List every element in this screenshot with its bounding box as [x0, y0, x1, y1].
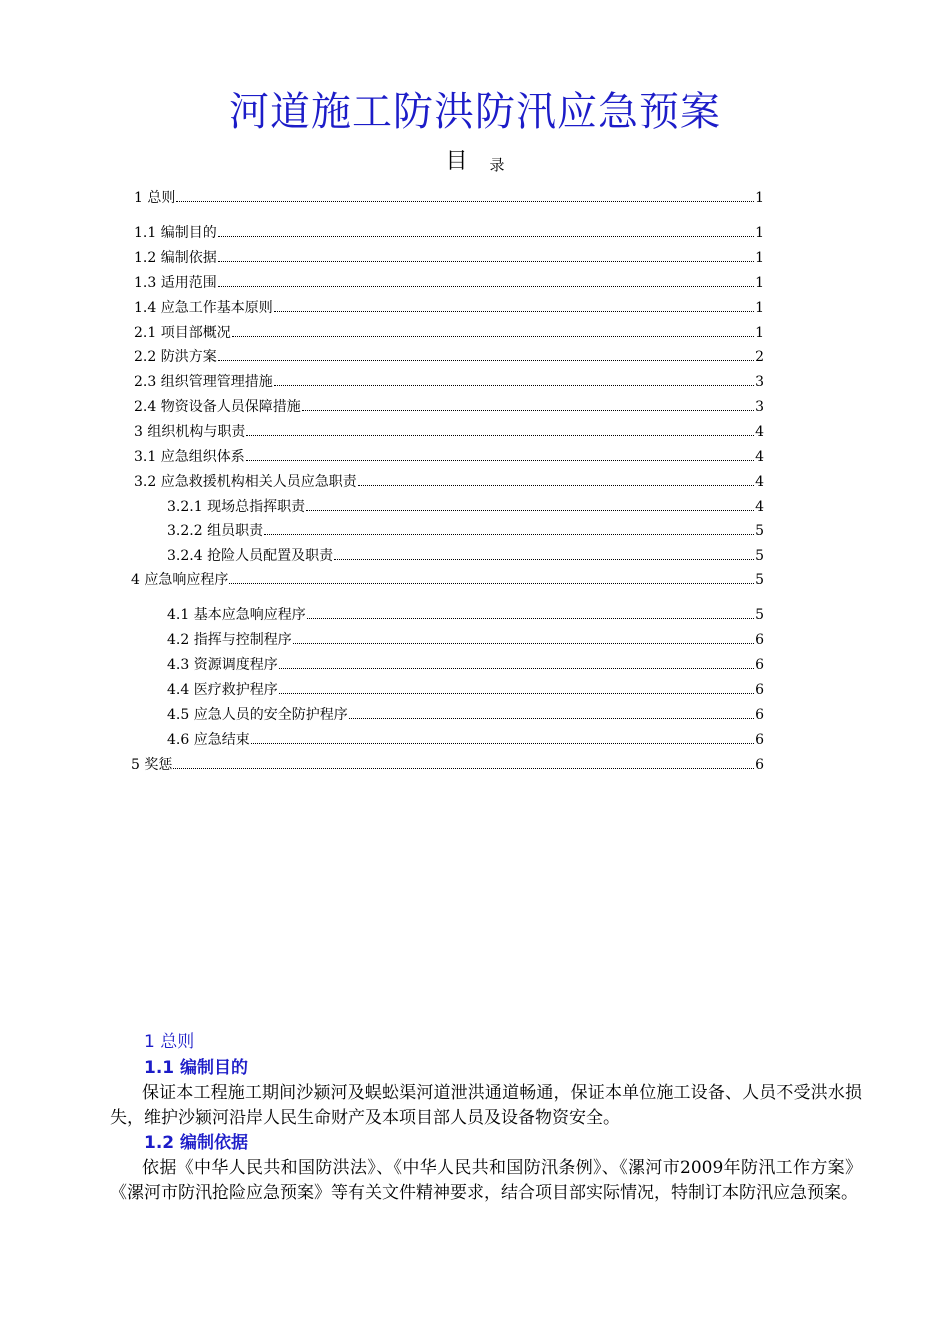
toc-entry[interactable]: [134, 273, 764, 293]
toc-entry-label: 3.2.4 抢险人员配置及职责: [167, 548, 334, 564]
toc-leader: [229, 582, 754, 584]
toc-leader: [218, 235, 754, 237]
toc-leader: [173, 767, 754, 769]
toc-entry-page: 3: [755, 399, 764, 415]
toc-entry-label: 2.1 项目部概况: [134, 325, 231, 341]
toc-leader: [358, 484, 754, 486]
toc-leader: [306, 509, 754, 511]
body-paragraph: 保证本工程施工期间沙颍河及蜈蚣渠河道泄洪通道畅通，保证本单位施工设备、人员不受洪水损失，维护沙颍河沿岸人民生命财产及本项目部人员及设备物资安全。: [110, 1083, 862, 1128]
toc-leader: [279, 692, 754, 694]
toc-entry-label: 4.4 医疗救护程序: [167, 682, 278, 698]
toc-entry-page: 1: [755, 275, 764, 291]
subsection-heading: 1.1 编制目的: [144, 1058, 249, 1078]
toc-entry[interactable]: [167, 497, 764, 517]
toc-entry-label: 4.6 应急结束: [167, 732, 250, 748]
toc-heading-char-1: 目: [445, 149, 468, 174]
toc-entry-page: 6: [755, 757, 764, 773]
toc-entry-label: 4.2 指挥与控制程序: [167, 632, 292, 648]
toc-entry-page: 1: [755, 190, 764, 206]
toc-entry-page: 3: [755, 374, 764, 390]
toc-leader: [274, 310, 754, 312]
toc-leader: [293, 642, 754, 644]
toc-entry[interactable]: [134, 347, 764, 367]
toc-entry-page: 6: [755, 732, 764, 748]
toc-entry-label: 1.2 编制依据: [134, 250, 217, 266]
toc-entry[interactable]: [131, 755, 764, 775]
toc-leader: [232, 335, 754, 337]
body-paragraph: 依据《中华人民共和国防洪法》、《中华人民共和国防汛条例》、《漯河市2009年防汛工作方案》《漯河市防汛抢险应急预案》等有关文件精神要求，结合项目部实际情况，特制订本防汛应急预案。: [110, 1158, 862, 1203]
document-title: 河道施工防洪防汛应急预案: [229, 89, 721, 135]
toc-leader: [307, 617, 754, 619]
toc-entry-label: 2.4 物资设备人员保障措施: [134, 399, 301, 415]
toc-entry[interactable]: [134, 298, 764, 318]
toc-leader: [176, 200, 754, 202]
toc-entry[interactable]: [167, 680, 764, 700]
toc-entry[interactable]: [167, 521, 764, 541]
toc-leader: [218, 260, 754, 262]
toc-entry[interactable]: [134, 447, 764, 467]
toc-entry[interactable]: [167, 655, 764, 675]
toc-entry[interactable]: [167, 546, 764, 566]
toc-leader: [218, 359, 754, 361]
section-heading: 1 总则: [144, 1032, 195, 1052]
toc-leader: [279, 667, 754, 669]
toc-leader: [349, 717, 754, 719]
toc-entry-page: 5: [755, 523, 764, 539]
toc-heading: [0, 146, 950, 179]
toc-entry-page: 1: [755, 225, 764, 241]
toc-entry-page: 4: [755, 474, 764, 490]
toc-entry-label: 1.4 应急工作基本原则: [134, 300, 273, 316]
toc-entry[interactable]: [134, 397, 764, 417]
toc-entry[interactable]: [134, 223, 764, 243]
toc-leader: [274, 384, 754, 386]
toc-entry[interactable]: [134, 248, 764, 268]
toc-entry-page: 6: [755, 707, 764, 723]
toc-entry-page: 5: [755, 607, 764, 623]
toc-entry-page: 4: [755, 499, 764, 515]
toc-leader: [251, 742, 754, 744]
toc-leader: [334, 558, 754, 560]
toc-entry-label: 5 奖惩: [131, 757, 173, 773]
toc-entry-label: 4 应急响应程序: [131, 572, 229, 588]
toc-entry-label: 3.2.2 组员职责: [167, 523, 264, 539]
toc-entry-page: 4: [755, 424, 764, 440]
toc-leader: [264, 533, 754, 535]
toc-leader: [302, 409, 754, 411]
toc-entry-page: 5: [755, 572, 764, 588]
toc-entry-label: 4.1 基本应急响应程序: [167, 607, 306, 623]
toc-entry-page: 1: [755, 325, 764, 341]
toc-leader: [246, 459, 754, 461]
toc-entry-label: 3.2.1 现场总指挥职责: [167, 499, 306, 515]
toc-entry-label: 3.2 应急救援机构相关人员应急职责: [134, 474, 357, 490]
toc-entry-label: 2.3 组织管理管理措施: [134, 374, 273, 390]
toc-entry-page: 4: [755, 449, 764, 465]
toc-entry[interactable]: [134, 422, 764, 442]
toc-heading-char-2: 录: [489, 156, 505, 174]
toc-leader: [246, 434, 754, 436]
toc-entry-page: 6: [755, 657, 764, 673]
toc-entry-label: 4.3 资源调度程序: [167, 657, 278, 673]
toc-entry-page: 5: [755, 548, 764, 564]
toc-entry[interactable]: [167, 630, 764, 650]
toc-entry[interactable]: [134, 472, 764, 492]
toc-entry-label: 1 总则: [134, 190, 176, 206]
toc-entry-page: 1: [755, 250, 764, 266]
toc-entry-label: 2.2 防洪方案: [134, 349, 217, 365]
toc-entry-page: 6: [755, 632, 764, 648]
toc-entry-label: 3 组织机构与职责: [134, 424, 246, 440]
toc-entry-label: 1.3 适用范围: [134, 275, 217, 291]
toc-entry-page: 1: [755, 300, 764, 316]
toc-entry[interactable]: [167, 730, 764, 750]
toc-entry-page: 2: [755, 349, 764, 365]
toc-entry[interactable]: [167, 605, 764, 625]
toc-entry-page: 6: [755, 682, 764, 698]
toc-entry-label: 4.5 应急人员的安全防护程序: [167, 707, 348, 723]
toc-leader: [218, 285, 754, 287]
toc-entry[interactable]: [134, 188, 764, 208]
toc-entry[interactable]: [134, 372, 764, 392]
toc-entry[interactable]: [167, 705, 764, 725]
toc-entry[interactable]: [131, 570, 764, 590]
toc-entry-label: 3.1 应急组织体系: [134, 449, 245, 465]
subsection-heading: 1.2 编制依据: [144, 1133, 249, 1153]
toc-entry[interactable]: [134, 323, 764, 343]
toc-entry-label: 1.1 编制目的: [134, 225, 217, 241]
